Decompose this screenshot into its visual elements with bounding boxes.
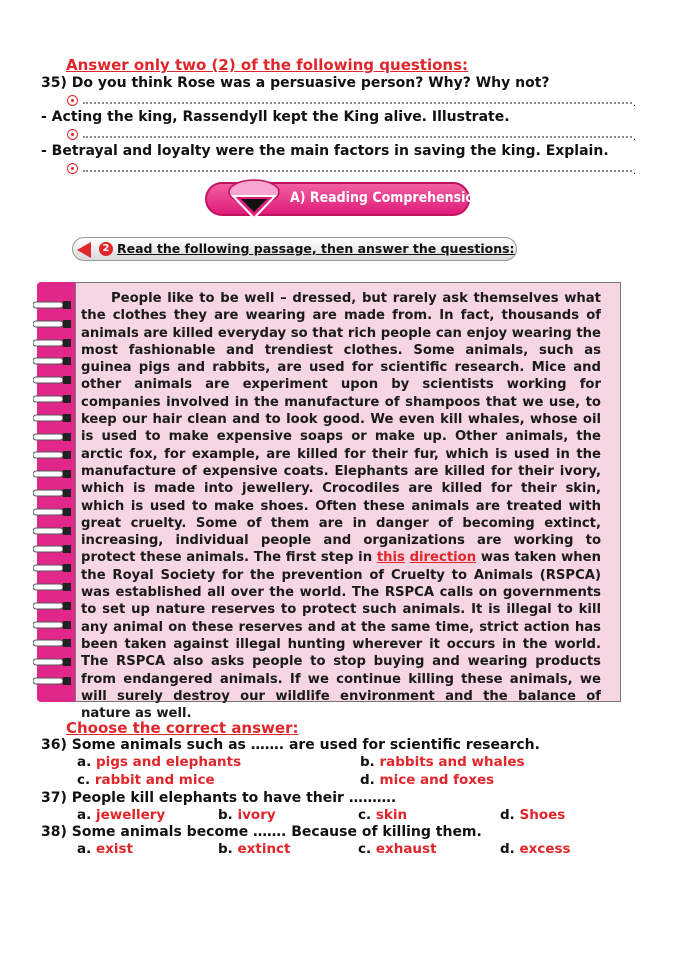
spiral-ring-icon	[33, 356, 71, 364]
spiral-ring-icon	[33, 375, 71, 383]
q37-option-a[interactable]: a. jewellery	[77, 807, 166, 823]
question-acting-king: - Acting the king, Rassendyll kept the King alive. Illustrate.	[41, 109, 510, 125]
q36-option-d[interactable]: d. mice and foxes	[360, 772, 495, 788]
spiral-ring-icon	[33, 432, 71, 440]
question-37: 37) People kill elephants to have their ……….	[41, 790, 397, 806]
q38-option-b[interactable]: b. extinct	[218, 841, 291, 857]
bullet-target-icon	[67, 95, 78, 106]
question-35: 35) Do you think Rose was a persuasive person? Why? Why not?	[41, 75, 550, 91]
q37-option-d[interactable]: d. Shoes	[500, 807, 566, 823]
bullet-target-icon	[67, 163, 78, 174]
section-title: A) Reading Comprehension	[290, 190, 484, 206]
q36-option-b[interactable]: b. rabbits and whales	[360, 754, 525, 770]
q38-option-d[interactable]: d. excess	[500, 841, 571, 857]
spiral-ring-icon	[33, 319, 71, 327]
instruction-text: Read the following passage, then answer the questions:	[117, 241, 515, 256]
spiral-ring-icon	[33, 526, 71, 534]
spiral-ring-icon	[33, 544, 71, 552]
answer-line-betrayal[interactable]: .	[67, 163, 632, 175]
passage-text-2: was taken when the Royal Society for the prevention of Cruelty to Animals (RSPCA) was established all over the world. The RSPCA calls on governments to set up nature reserves to protect such animals. It is illegal to kill any animal on these reserves and at the same time, strict action has been taken against illegal hunting wherever it occurs in the world. The RSPCA also asks people to stop buying and wearing products from endangered animals. If we continue killing these animals, we will surely destroy our wildlife environment and the balance of nature as well.	[81, 550, 602, 722]
q36-option-a[interactable]: a. pigs and elephants	[77, 754, 242, 770]
spiral-ring-icon	[33, 620, 71, 628]
choose-heading: Choose the correct answer:	[66, 719, 299, 737]
speech-bubble-icon	[227, 178, 281, 218]
highlight-this: this	[376, 550, 405, 566]
spiral-ring-icon	[33, 507, 71, 515]
question-36: 36) Some animals such as ……. are used for scientific research.	[41, 737, 540, 753]
passage-notebook	[37, 282, 621, 722]
question-betrayal: - Betrayal and loyalty were the main factors in saving the king. Explain.	[41, 143, 609, 159]
arrow-left-icon	[77, 242, 91, 258]
spiral-ring-icon	[33, 469, 71, 477]
q37-option-c[interactable]: c. skin	[358, 807, 408, 823]
spiral-ring-icon	[33, 601, 71, 609]
spiral-ring-icon	[33, 413, 71, 421]
instruction-number: 2	[99, 242, 113, 256]
q37-option-b[interactable]: b. ivory	[218, 807, 276, 823]
q38-option-c[interactable]: c. exhaust	[358, 841, 437, 857]
spiral-ring-icon	[33, 563, 71, 571]
spiral-ring-icon	[33, 450, 71, 458]
instruction-bar	[72, 237, 517, 261]
spiral-ring-icon	[33, 300, 71, 308]
spiral-ring-icon	[33, 657, 71, 665]
spiral-ring-icon	[33, 582, 71, 590]
spiral-ring-icon	[33, 338, 71, 346]
spiral-ring-icon	[33, 676, 71, 684]
section-banner	[205, 178, 484, 218]
highlight-direction: direction	[409, 550, 477, 566]
spiral-ring-icon	[33, 638, 71, 646]
q38-option-a[interactable]: a. exist	[77, 841, 133, 857]
passage-text-1: People like to be well – dressed, but rarely ask themselves what the clothes they are wearing are made from. In fact, thousands of animals are killed everyday so that rich people can enjoy wearing the most fashionable and trendiest clothes. Some animals, such as guinea pigs and rabbits, are used for scientific research. Mice and other animals are experiment upon by scientists working for companies involved in the manufacture of shampoos that we use, to keep our hair clean and to look good. We even kill whales, whose oil is used to make expensive soaps or make up. Other animals, the arctic fox, for example, are killed for their fur, which is used in the manufacture of expensive coats. Elephants are killed for their ivory, which is made into jewellery. Crocodiles are killed for their skin, which is used to make shoes. Often these animals are treated with great cruelty. Some of them are in danger of becoming extinct, increasing, individual people and organizations are working to protect these animals. The first step in	[81, 291, 601, 566]
answer-two-heading: Answer only two (2) of the following questions:	[66, 56, 469, 74]
bullet-target-icon	[67, 129, 78, 140]
spiral-ring-icon	[33, 394, 71, 402]
answer-line-35[interactable]: .	[67, 95, 632, 107]
spiral-ring-icon	[33, 488, 71, 496]
answer-line-acting-king[interactable]: .	[67, 129, 632, 141]
reading-passage	[81, 290, 601, 722]
question-38: 38) Some animals become ……. Because of killing them.	[41, 824, 482, 840]
q36-option-c[interactable]: c. rabbit and mice	[77, 772, 215, 788]
